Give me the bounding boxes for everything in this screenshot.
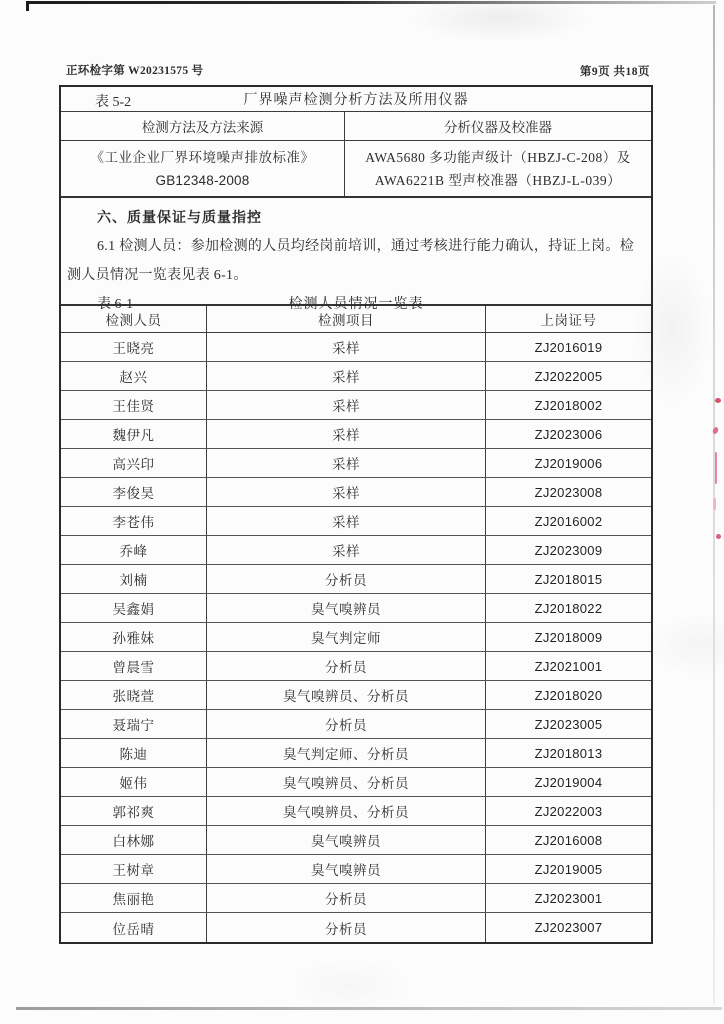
page-bottom-edge-shadow: [16, 1007, 722, 1010]
person-cert-number: ZJ2018009: [534, 629, 603, 645]
person-name: 郭祁爽: [61, 797, 207, 825]
method-cell: [61, 141, 345, 196]
person-cert-number: ZJ2023001: [534, 890, 603, 906]
table-5-2-content-row: [61, 141, 651, 198]
person-name: 魏伊凡: [61, 420, 207, 448]
person-role: 臭气嗅辨员: [207, 826, 486, 854]
personnel-table-body: [61, 333, 651, 942]
person-cert-number: ZJ2023008: [534, 484, 603, 500]
person-role: 采样: [207, 333, 486, 361]
person-cert-number: ZJ2023009: [534, 542, 603, 558]
person-name: 王晓亮: [61, 333, 207, 361]
person-role: 臭气嗅辨员: [207, 594, 486, 622]
person-cert-number: ZJ2016019: [534, 339, 603, 355]
table-row: [61, 478, 651, 507]
table-row: [61, 913, 651, 942]
person-role: 分析员: [207, 710, 486, 738]
person-name: 焦丽艳: [61, 884, 207, 912]
person-name: 张晓萱: [61, 681, 207, 709]
table-6-1-label: 表 6-1: [97, 297, 134, 312]
person-name: 曾晨雪: [61, 652, 207, 680]
table-row: [61, 710, 651, 739]
table-row: [61, 449, 651, 478]
person-role: 采样: [207, 507, 486, 535]
person-cert-number: ZJ2022003: [534, 803, 603, 819]
table-5-2-title-row: [61, 87, 651, 112]
table-row: [61, 362, 651, 391]
method-standard-code: GB12348-2008: [155, 172, 250, 188]
person-role: 分析员: [207, 652, 486, 680]
red-stamp-fragment: [713, 498, 716, 510]
person-name: 赵兴: [61, 362, 207, 390]
header-person: 检测人员: [61, 306, 207, 332]
person-name: 聂瑞宁: [61, 710, 207, 738]
table-row: [61, 681, 651, 710]
section-paragraph-line-1: 6.1 检测人员：参加检测的人员均经岗前培训，通过考核进行能力确认，持证上岗。检: [97, 239, 634, 254]
person-role: 臭气嗅辨员、分析员: [207, 797, 486, 825]
person-name: 姬伟: [61, 768, 207, 796]
table-6-1-title: 检测人员情况一览表: [288, 297, 424, 312]
table-row: [61, 884, 651, 913]
quality-assurance-section: [61, 198, 651, 312]
person-role: 臭气判定师: [207, 623, 486, 651]
method-standard-name: 《工业企业厂界环境噪声排放标准》: [90, 149, 315, 165]
red-stamp-fragment: [716, 534, 721, 539]
person-role: 采样: [207, 449, 486, 477]
scan-top-edge-artifact: [26, 1, 716, 4]
person-role: 采样: [207, 478, 486, 506]
red-stamp-fragment: [715, 452, 717, 484]
person-cert-number: ZJ2018015: [534, 571, 603, 587]
person-cert-number: ZJ2018022: [534, 600, 603, 616]
person-name: 高兴印: [61, 449, 207, 477]
person-cert-number: ZJ2023005: [534, 716, 603, 732]
person-role: 分析员: [207, 884, 486, 912]
table-5-2-header-instrument: 分析仪器及校准器: [444, 120, 552, 135]
person-name: 吴鑫娟: [61, 594, 207, 622]
person-cert-number: ZJ2019004: [534, 774, 603, 790]
instrument-cell: [345, 141, 651, 196]
section-heading: 六、质量保证与质量指控: [97, 211, 262, 226]
person-cert-number: ZJ2022005: [534, 368, 603, 384]
table-row: [61, 826, 651, 855]
table-row: [61, 536, 651, 565]
table-5-2-header-method: 检测方法及方法来源: [61, 112, 345, 140]
instrument-line-1: AWA5680 多功能声级计（HBZJ-C-208）及: [365, 149, 631, 165]
table-row: [61, 420, 651, 449]
header-cert: 上岗证号: [540, 313, 597, 328]
person-cert-number: ZJ2023007: [534, 920, 603, 935]
person-name: 乔峰: [61, 536, 207, 564]
person-cert-number: ZJ2023006: [534, 426, 603, 442]
person-role: 臭气嗅辨员、分析员: [207, 768, 486, 796]
person-cert-number: ZJ2018020: [534, 687, 603, 703]
section-paragraph-line-2: 测人员情况一览表见表 6-1。: [67, 268, 248, 283]
table-5-2-label: 表 5-2: [95, 95, 132, 110]
scan-top-corner-artifact: [26, 1, 29, 11]
person-name: 李俊昊: [61, 478, 207, 506]
person-role: 采样: [207, 391, 486, 419]
person-cert-number: ZJ2016008: [534, 832, 603, 848]
person-name: 王佳贤: [61, 391, 207, 419]
red-stamp-fragment: [715, 398, 721, 403]
table-row: [61, 391, 651, 420]
person-cert-number: ZJ2018002: [534, 397, 603, 413]
table-row: [61, 507, 651, 536]
table-row: [61, 855, 651, 884]
person-role: 分析员: [207, 913, 486, 942]
table-row: [61, 768, 651, 797]
person-cert-number: ZJ2019006: [534, 455, 603, 471]
person-name: 李苍伟: [61, 507, 207, 535]
person-cert-number: ZJ2021001: [534, 658, 603, 674]
person-role: 采样: [207, 536, 486, 564]
personnel-table: [61, 304, 651, 942]
table-row: [61, 797, 651, 826]
table-5-2-header-row: [61, 112, 651, 141]
person-name: 陈迪: [61, 739, 207, 767]
table-row: [61, 652, 651, 681]
table-row: [61, 565, 651, 594]
person-cert-number: ZJ2019005: [534, 861, 603, 877]
page-indicator: 第9页 共18页: [579, 66, 650, 78]
table-row: [61, 739, 651, 768]
person-role: 采样: [207, 362, 486, 390]
table-row: [61, 333, 651, 362]
content-box: [59, 85, 653, 944]
person-role: 臭气嗅辨员、分析员: [207, 681, 486, 709]
person-name: 刘楠: [61, 565, 207, 593]
person-role: 臭气判定师、分析员: [207, 739, 486, 767]
instrument-line-2: AWA6221B 型声校准器（HBZJ-L-039）: [374, 172, 622, 188]
header-project: 检测项目: [207, 306, 486, 332]
table-5-2-title: 厂界噪声检测分析方法及所用仪器: [243, 93, 469, 108]
document-number: 正环检字第 W20231575 号: [66, 65, 204, 77]
person-role: 分析员: [207, 565, 486, 593]
person-name: 白林娜: [61, 826, 207, 854]
table-row: [61, 623, 651, 652]
table-6-1-caption: [61, 293, 651, 312]
red-stamp-fragment: [712, 426, 719, 434]
person-name: 孙雅妹: [61, 623, 207, 651]
person-cert-number: ZJ2018013: [534, 745, 603, 761]
person-name: 王树章: [61, 855, 207, 883]
table-row: [61, 594, 651, 623]
person-cert-number: ZJ2016002: [534, 513, 603, 529]
person-role: 采样: [207, 420, 486, 448]
person-role: 臭气嗅辨员: [207, 855, 486, 883]
person-name: 位岳晴: [61, 913, 207, 942]
